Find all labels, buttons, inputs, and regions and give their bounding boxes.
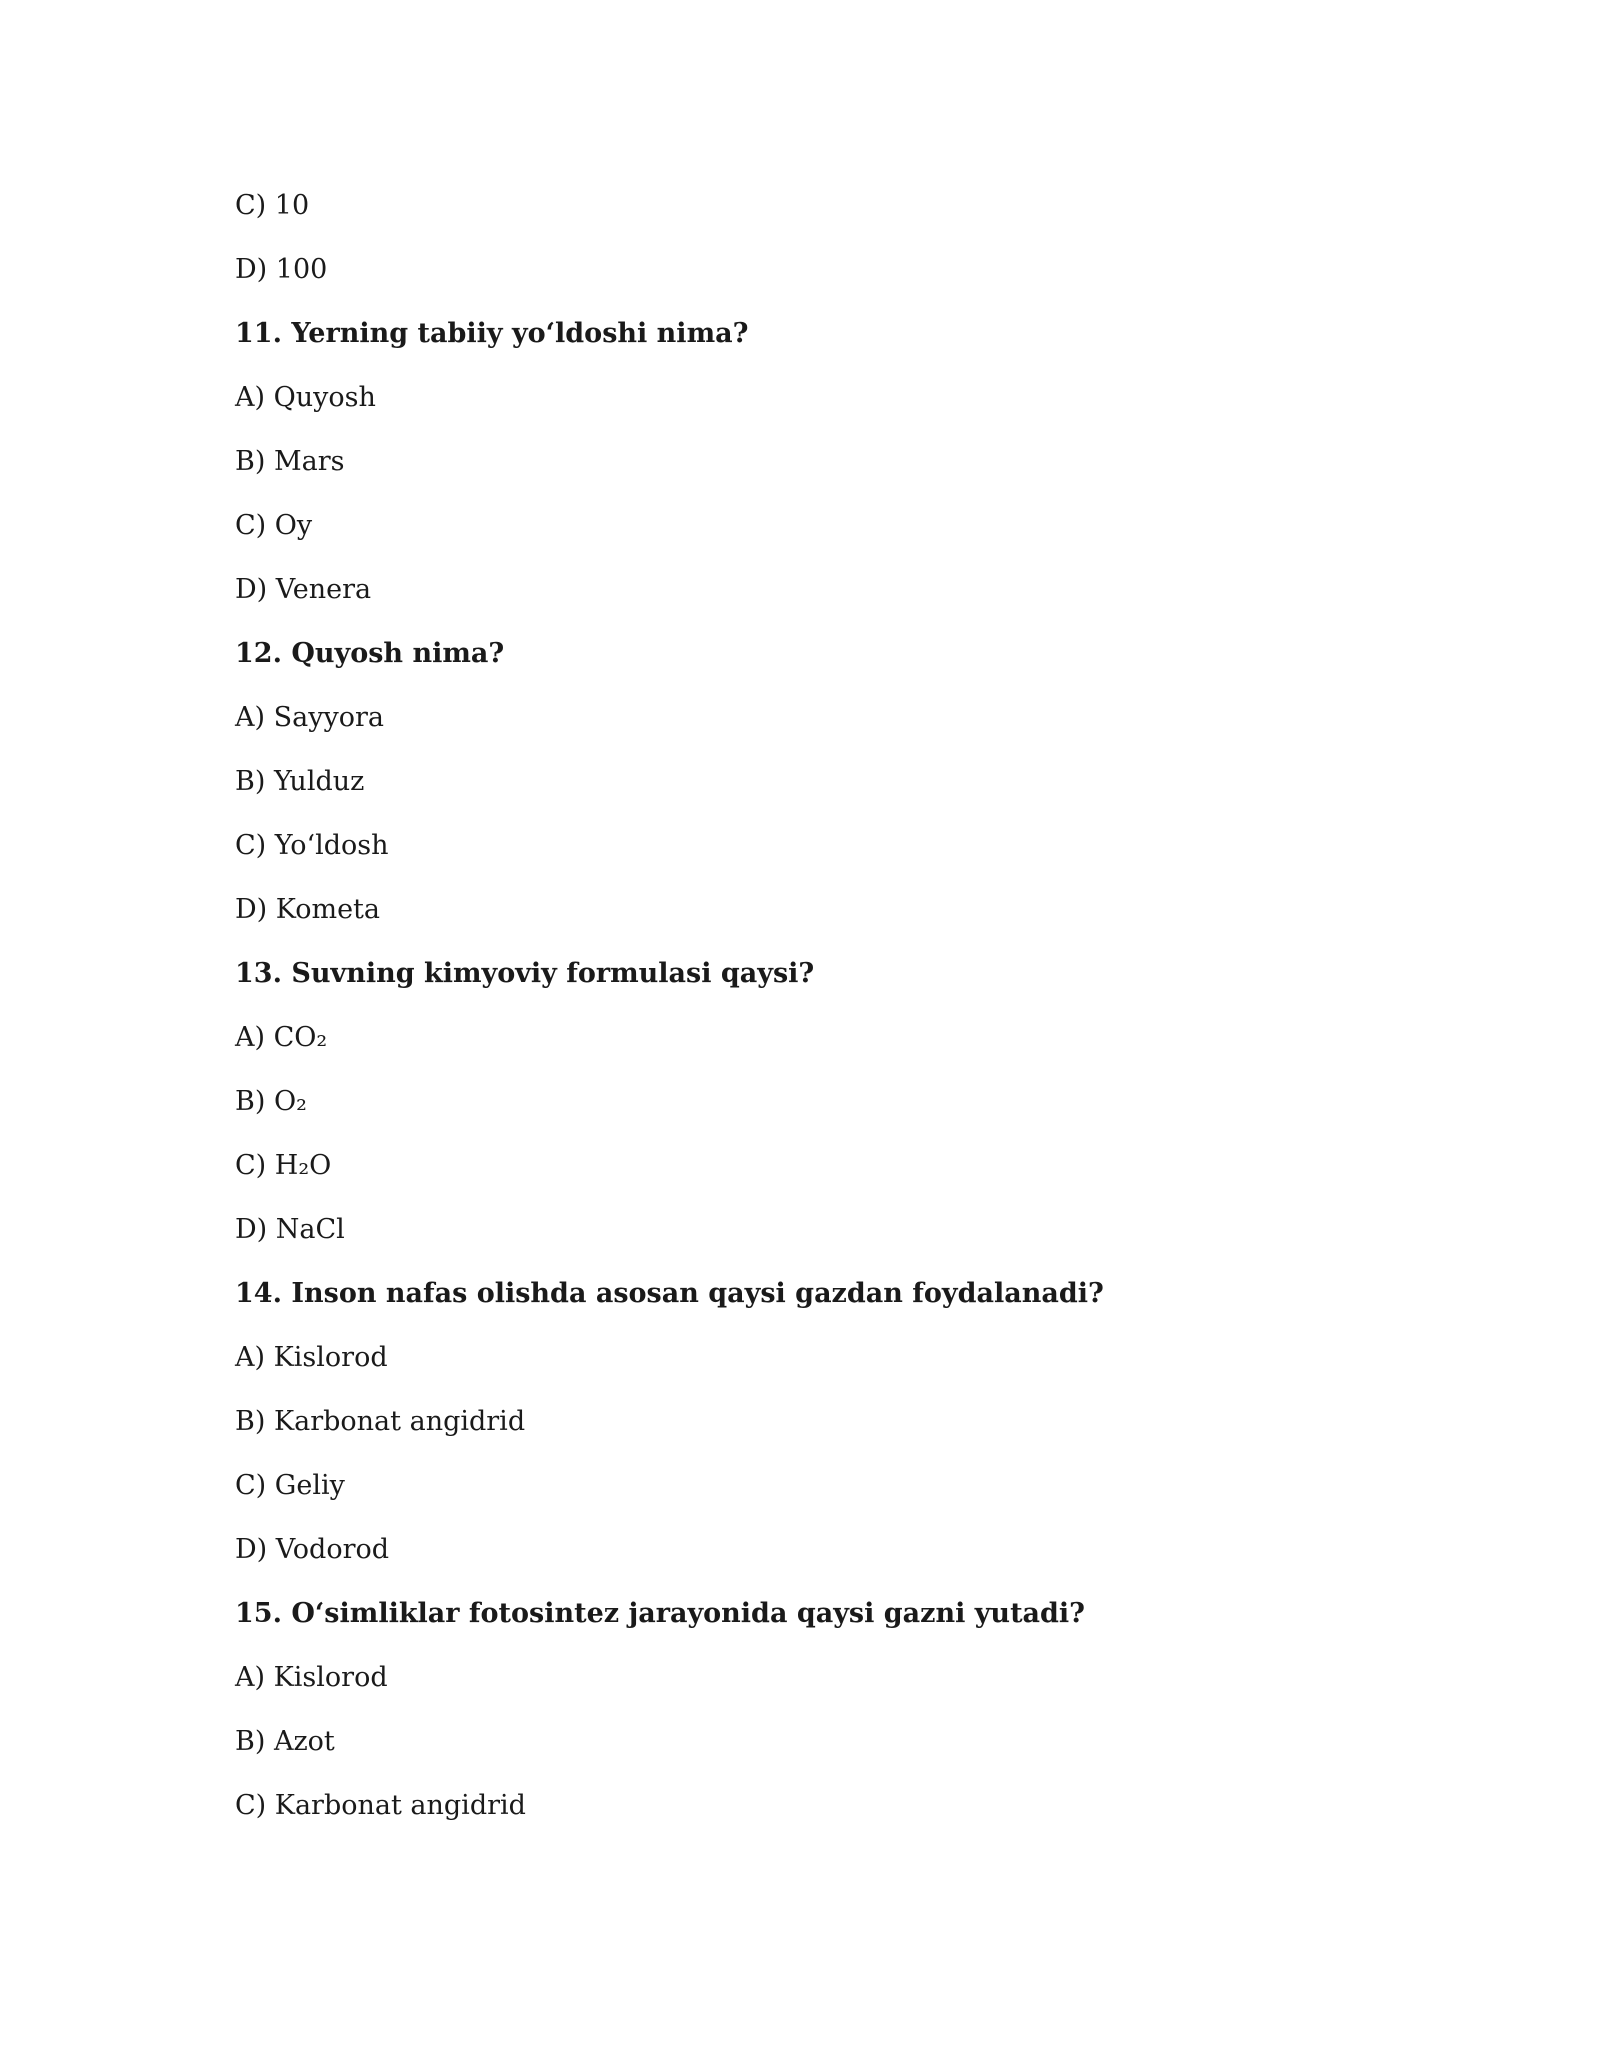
answer-option: A) Quyosh [235, 382, 376, 413]
answer-option: C) Karbonat angidrid [235, 1790, 526, 1821]
answer-option: D) Vodorod [235, 1534, 390, 1565]
question-heading: 12. Quyosh nima? [235, 638, 505, 669]
answer-option: A) Kislorod [235, 1662, 388, 1693]
answer-option: B) O₂ [235, 1086, 307, 1117]
answer-option: C) H₂O [235, 1150, 332, 1181]
question-heading: 15. O‘simliklar fotosintez jarayonida qaysi gazni yutadi? [235, 1598, 1085, 1629]
answer-option: A) Kislorod [235, 1342, 388, 1373]
question-heading: 14. Inson nafas olishda asosan qaysi gazdan foydalanadi? [235, 1278, 1104, 1309]
question-heading: 11. Yerning tabiiy yo‘ldoshi nima? [235, 318, 749, 349]
answer-option: C) Yo‘ldosh [235, 830, 389, 861]
answer-option: B) Azot [235, 1726, 335, 1757]
answer-option: A) CO₂ [235, 1022, 328, 1053]
answer-option: C) Oy [235, 510, 313, 541]
question-heading: 13. Suvning kimyoviy formulasi qaysi? [235, 958, 815, 989]
answer-option: D) NaCl [235, 1214, 345, 1245]
answer-option: B) Mars [235, 446, 345, 477]
answer-option: B) Karbonat angidrid [235, 1406, 526, 1437]
answer-option: D) 100 [235, 254, 328, 285]
answer-option: C) Geliy [235, 1470, 345, 1501]
answer-option: D) Venera [235, 574, 372, 605]
answer-option: A) Sayyora [235, 702, 384, 733]
answer-option: B) Yulduz [235, 766, 365, 797]
answer-option: C) 10 [235, 190, 310, 221]
answer-option: D) Kometa [235, 894, 380, 925]
quiz-content [235, 186, 1435, 1850]
